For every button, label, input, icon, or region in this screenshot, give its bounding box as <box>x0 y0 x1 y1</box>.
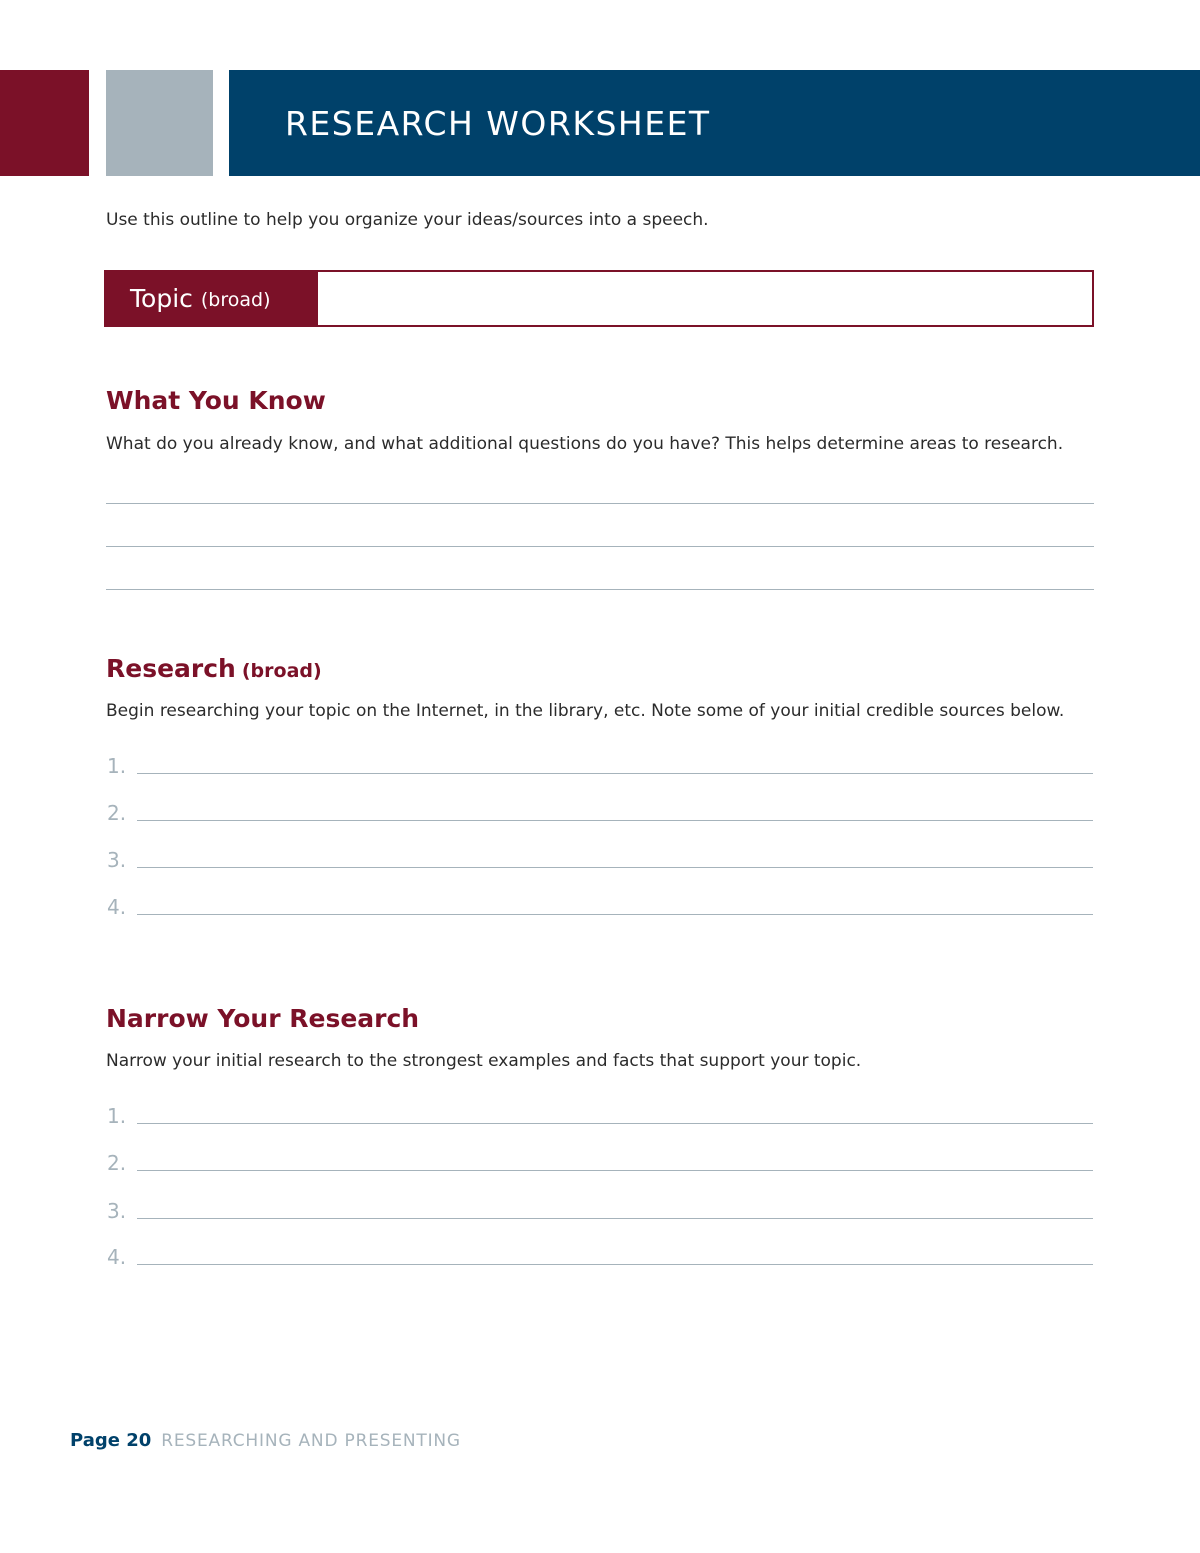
header-banner <box>229 70 1200 176</box>
topic-label-qualifier: (broad) <box>200 288 271 311</box>
research-description: Begin researching your topic on the Internet, in the library, etc. Note some of your initial credible sources below. <box>106 701 1065 721</box>
header-accent-gray <box>106 70 213 176</box>
narrow-item-line-3[interactable] <box>137 1218 1093 1219</box>
topic-label <box>106 272 318 325</box>
narrow-item-line-1[interactable] <box>137 1123 1093 1124</box>
research-item-number-3: 3. <box>107 848 127 872</box>
page-title: RESEARCH WORKSHEET <box>285 104 711 143</box>
what-you-know-line-1[interactable] <box>106 503 1094 504</box>
research-item-number-2: 2. <box>107 801 127 825</box>
narrow-item-number-3: 3. <box>107 1199 127 1223</box>
research-item-line-3[interactable] <box>137 867 1093 868</box>
research-item-line-1[interactable] <box>137 773 1093 774</box>
footer-section-title: RESEARCHING AND PRESENTING <box>161 1431 461 1451</box>
what-you-know-heading: What You Know <box>106 386 326 415</box>
narrow-description: Narrow your initial research to the strongest examples and facts that support your topic. <box>106 1051 862 1071</box>
topic-input[interactable] <box>318 272 1092 325</box>
narrow-heading: Narrow Your Research <box>106 1004 420 1033</box>
intro-text: Use this outline to help you organize your ideas/sources into a speech. <box>106 210 709 230</box>
footer-page-number: Page 20 <box>70 1430 152 1451</box>
header-accent-red <box>0 70 89 176</box>
research-heading <box>106 654 322 683</box>
research-item-line-2[interactable] <box>137 820 1093 821</box>
what-you-know-line-3[interactable] <box>106 589 1094 590</box>
narrow-item-number-2: 2. <box>107 1151 127 1175</box>
what-you-know-description: What do you already know, and what additional questions do you have? This helps determine areas to research. <box>106 434 1064 454</box>
narrow-item-line-2[interactable] <box>137 1170 1093 1171</box>
research-item-number-1: 1. <box>107 754 127 778</box>
what-you-know-line-2[interactable] <box>106 546 1094 547</box>
page-footer <box>70 1430 461 1451</box>
topic-field <box>104 270 1094 327</box>
research-heading-qualifier: (broad) <box>241 660 322 682</box>
narrow-item-number-4: 4. <box>107 1245 127 1269</box>
research-heading-text: Research <box>106 654 236 683</box>
narrow-item-number-1: 1. <box>107 1104 127 1128</box>
research-item-line-4[interactable] <box>137 914 1093 915</box>
narrow-item-line-4[interactable] <box>137 1264 1093 1265</box>
research-item-number-4: 4. <box>107 895 127 919</box>
topic-label-text: Topic <box>130 284 193 313</box>
